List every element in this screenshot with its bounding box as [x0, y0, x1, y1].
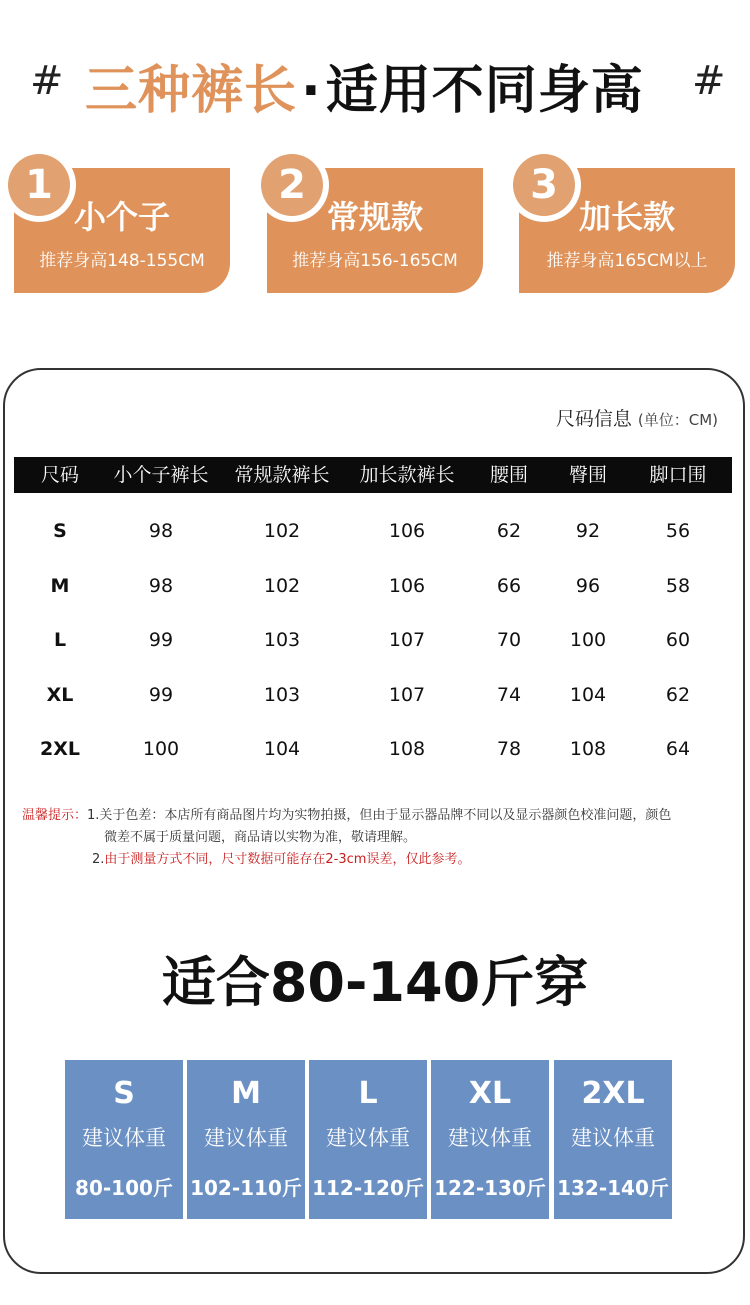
cell-value: 66 — [496, 575, 522, 597]
cell-value: 92 — [575, 520, 601, 542]
headline-orange: 三种裤长 — [85, 61, 298, 121]
header-size: 尺码 — [40, 464, 79, 486]
cell-value: 96 — [575, 575, 601, 597]
cell-value: 108 — [388, 738, 426, 760]
length-card-long — [519, 162, 735, 293]
cell-value: 106 — [388, 575, 426, 597]
cell-value: 56 — [665, 520, 691, 542]
card-title: 小个子 — [73, 198, 170, 236]
header-hem: 脚口围 — [649, 464, 707, 486]
header-petite-length: 小个子裤长 — [113, 464, 209, 486]
weight-size: S — [113, 1076, 135, 1111]
cell-value: 62 — [665, 684, 691, 706]
note2-prefix: 2. — [92, 852, 105, 867]
weight-label: 建议体重 — [448, 1126, 532, 1150]
weight-size: 2XL — [581, 1076, 645, 1111]
card-subtitle: 推荐身高156-165CM — [292, 251, 458, 271]
weight-range: 102-110斤 — [190, 1176, 302, 1200]
badge-number: 3 — [513, 154, 575, 216]
weight-box-2xl — [554, 1060, 672, 1219]
header-long-length: 加长款裤长 — [359, 464, 455, 486]
weight-size: M — [231, 1076, 261, 1111]
note2-text: 由于测量方式不同，尺寸数据可能存在2-3cm误差，仅此参考。 — [104, 852, 471, 867]
cell-size: L — [53, 629, 67, 651]
card-title: 常规款 — [326, 198, 423, 236]
weight-box-xl — [431, 1060, 549, 1219]
cell-value: 107 — [388, 684, 426, 706]
card-title: 加长款 — [578, 198, 675, 236]
note-line-1 — [22, 805, 671, 827]
tips-label: 温馨提示： — [22, 808, 88, 823]
cell-value: 100 — [142, 738, 180, 760]
weight-label: 建议体重 — [571, 1126, 655, 1150]
cell-value: 98 — [148, 520, 174, 542]
headline-dark: 适用不同身高 — [325, 61, 644, 121]
cell-value: 102 — [263, 575, 301, 597]
cell-size: 2XL — [40, 738, 80, 760]
cell-value: 104 — [263, 738, 301, 760]
tips-notes — [22, 805, 671, 871]
cell-value: 70 — [496, 629, 522, 651]
headline-text — [85, 48, 644, 123]
cell-value: 58 — [665, 575, 691, 597]
header-waist: 腰围 — [489, 464, 528, 486]
size-info-title: 尺码信息 — [555, 408, 632, 430]
cell-value: 98 — [148, 575, 174, 597]
length-card-regular — [267, 162, 483, 293]
header-hip: 臀围 — [568, 464, 607, 486]
cell-value: 102 — [263, 520, 301, 542]
hash-left: # — [30, 58, 64, 104]
weight-box-m — [187, 1060, 305, 1219]
weight-label: 建议体重 — [82, 1126, 166, 1150]
cell-value: 99 — [148, 629, 174, 651]
note-line-2: 微差不属于质量问题，商品请以实物为准，敬请理解。 — [104, 830, 417, 845]
weight-range: 112-120斤 — [312, 1176, 424, 1200]
cell-size: S — [53, 520, 67, 542]
cell-value: 107 — [388, 629, 426, 651]
length-card-petite — [14, 162, 230, 293]
size-info-unit: (单位：CM) — [637, 411, 718, 429]
header-regular-length: 常规款裤长 — [234, 464, 330, 486]
headline-dot: · — [301, 61, 322, 121]
hash-right: # — [692, 58, 726, 104]
size-info-label — [556, 404, 718, 431]
weight-box-s — [65, 1060, 183, 1219]
weight-size: L — [358, 1076, 378, 1111]
weight-box-l — [309, 1060, 427, 1219]
weight-size: XL — [468, 1076, 512, 1111]
cell-value: 78 — [496, 738, 522, 760]
weight-range: 122-130斤 — [434, 1176, 546, 1200]
card-subtitle: 推荐身高165CM以上 — [546, 251, 708, 271]
card-subtitle: 推荐身高148-155CM — [39, 251, 205, 271]
cell-value: 106 — [388, 520, 426, 542]
cell-value: 64 — [665, 738, 691, 760]
cell-value: 108 — [569, 738, 607, 760]
headline — [0, 48, 750, 121]
cell-value: 74 — [496, 684, 522, 706]
weight-label: 建议体重 — [204, 1126, 288, 1150]
weight-label: 建议体重 — [326, 1126, 410, 1150]
cell-value: 60 — [665, 629, 691, 651]
badge-number: 2 — [261, 154, 323, 216]
weight-range: 80-100斤 — [75, 1176, 173, 1200]
size-table-header — [14, 457, 732, 493]
cell-value: 103 — [263, 684, 301, 706]
cell-value: 62 — [496, 520, 522, 542]
note-line-3 — [22, 849, 671, 871]
badge-number: 1 — [8, 154, 70, 216]
cell-value: 104 — [569, 684, 607, 706]
note1-line1: 1.关于色差：本店所有商品图片均为实物拍摄，但由于显示器品牌不同以及显示器颜色校准问题，颜色 — [87, 808, 672, 823]
cell-size: XL — [46, 684, 74, 706]
cell-value: 100 — [569, 629, 607, 651]
cell-value: 103 — [263, 629, 301, 651]
cell-value: 99 — [148, 684, 174, 706]
weight-range: 132-140斤 — [557, 1176, 669, 1200]
cell-size: M — [50, 575, 70, 597]
weight-title: 适合80-140斤穿 — [161, 951, 589, 1014]
